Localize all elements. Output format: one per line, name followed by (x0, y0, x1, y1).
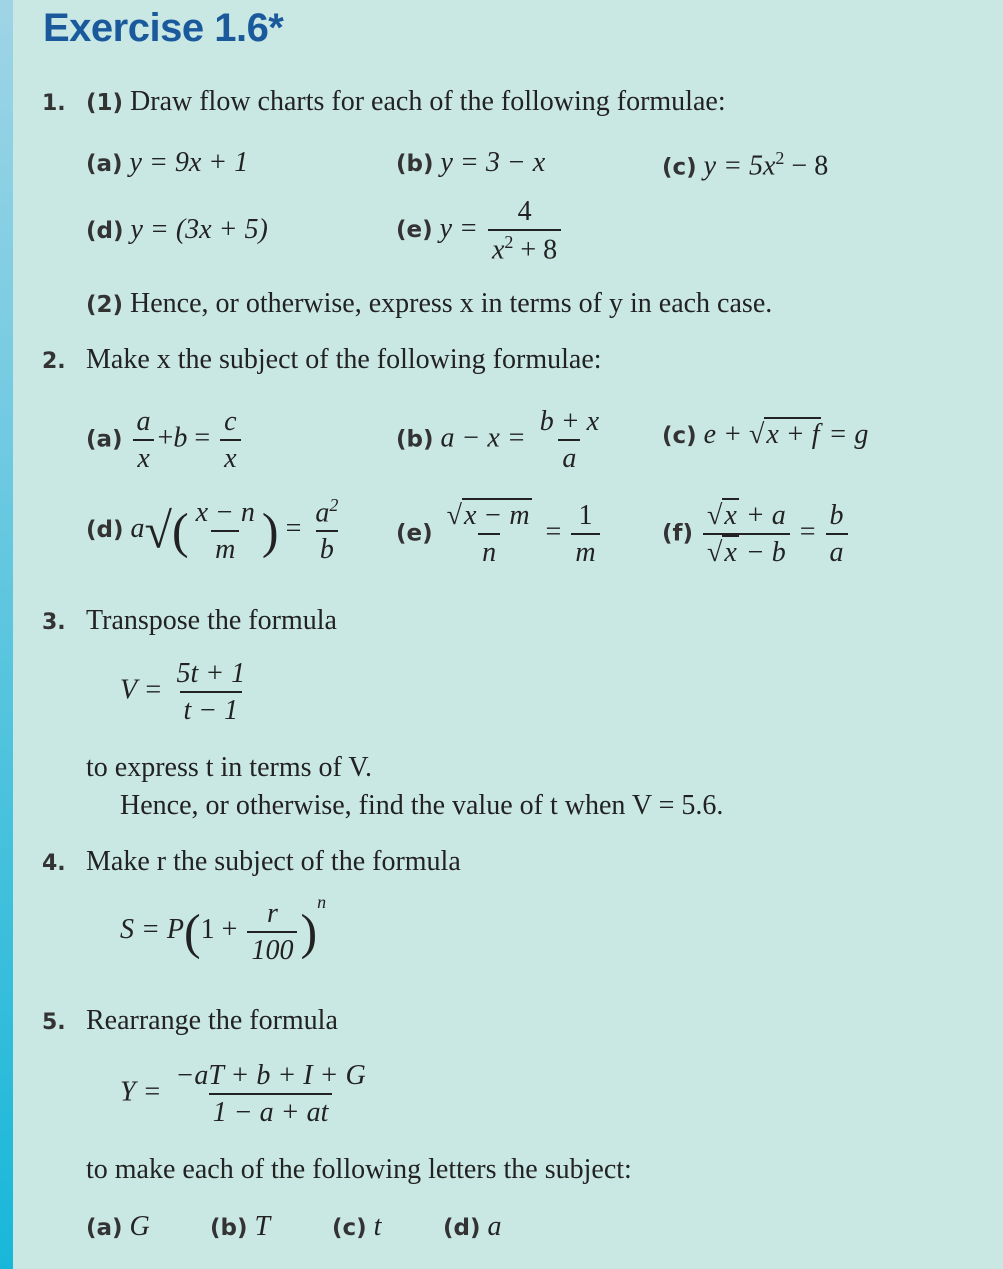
q5-formula: Y = $\frac{-aT + b + I + G}{1 - a + at}$ (120, 1060, 366, 1128)
q1-d: (d) y = (3x + 5) (86, 214, 268, 245)
q3-line1: to express t in terms of V. (86, 752, 372, 783)
q5-line: to make each of the following letters the subject: (86, 1154, 632, 1185)
exercise-title: Exercise 1.6* (43, 6, 284, 50)
q2-text: Make x the subject of the following formulae: (86, 344, 602, 375)
side-accent-bar (0, 0, 13, 1269)
q5-d: (d) a (443, 1211, 502, 1242)
q1-a: (a) y = 9x + 1 (86, 147, 249, 178)
q1-part1: (1) Draw flow charts for each of the following formulae: (86, 86, 726, 117)
q2-e: (e) $\frac{√x - m}{n}$ = $\frac{1}{m}$ (396, 498, 603, 570)
q1-e: (e) y = $\frac{4}{x^2 + 8}$ (396, 194, 564, 267)
q5-c: (c) t (332, 1211, 382, 1242)
q2-b: (b) a − x = $\frac{b + x}{a}$ (396, 406, 600, 474)
q4-formula: S = P(1 + $\frac{r}{100}$ )$^n$ (120, 892, 327, 966)
q2-f: (f) $\frac{√x + a}{√x - b}$ = $\frac{b}{a}$ (662, 498, 851, 570)
q3-line2: Hence, or otherwise, find the value of t when V = 5.6. (120, 790, 724, 821)
q1-b: (b) y = 3 − x (396, 147, 546, 178)
q2-number: 2. (42, 349, 66, 374)
q5-text: Rearrange the formula (86, 1005, 338, 1036)
q3-number: 3. (42, 610, 66, 635)
q1-number: 1. (42, 91, 66, 116)
q1-e-fraction: $\frac{4}{x^2 + 8}$ (488, 194, 561, 267)
q2-d: (d) a√( $\frac{x - n}{m}$ ) = $\frac{a^2}{b}$ (86, 495, 339, 566)
q5-b: (b) T (210, 1211, 271, 1242)
q3-formula: V = $\frac{5t + 1}{t - 1}$ (120, 658, 246, 726)
q2-c: (c) e + √x + f = g (662, 419, 869, 450)
q4-number: 4. (42, 851, 66, 876)
q3-text: Transpose the formula (86, 605, 337, 636)
q4-text: Make r the subject of the formula (86, 846, 461, 877)
q1-c: (c) $y = 5x^2 - 8$ (662, 148, 829, 182)
q2-a: (a) $\frac{a}{x}$ +b = $\frac{c}{x}$ (86, 404, 244, 476)
q5-a: (a) G (86, 1211, 150, 1242)
q1-part2: (2) Hence, or otherwise, express x in terms of y in each case. (86, 288, 773, 319)
q5-number: 5. (42, 1010, 66, 1035)
